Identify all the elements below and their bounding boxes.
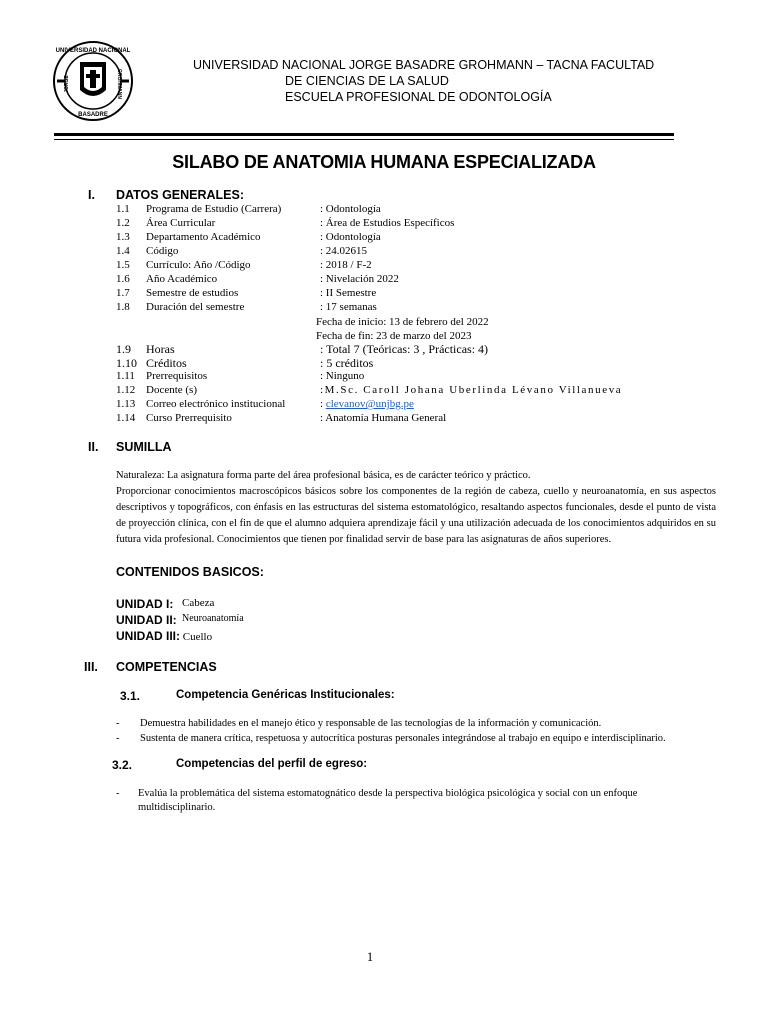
unit-label: UNIDAD II: <box>116 613 177 627</box>
unit-row <box>116 629 212 643</box>
subsection-3-1-title: Competencia Genéricas Institucionales: <box>176 689 395 701</box>
svg-text:BASADRE: BASADRE <box>78 112 108 118</box>
datos-row-number: 1.5 <box>116 259 130 271</box>
sumilla-text <box>116 468 716 548</box>
section-3-number: III. <box>84 660 98 674</box>
bullet-dash: - <box>116 788 120 799</box>
header-school-line: ESCUELA PROFESIONAL DE ODONTOLOGÍA <box>285 90 552 104</box>
datos-row-number: 1.9 <box>116 342 131 356</box>
header-divider-thin <box>54 139 674 140</box>
datos-row-number: 1.12 <box>116 384 136 396</box>
datos-row-label: Prerrequisitos <box>146 370 208 382</box>
datos-row-value: : 2018 / F-2 <box>320 259 372 271</box>
datos-row-number: 1.3 <box>116 231 130 243</box>
datos-row-value: : II Semestre <box>320 287 377 299</box>
datos-row-label: Créditos <box>146 356 187 370</box>
datos-row <box>116 398 716 412</box>
datos-row-number: 1.6 <box>116 273 130 285</box>
subsection-3-2-title: Competencias del perfil de egreso: <box>176 758 368 770</box>
datos-row-label: Curso Prerrequisito <box>146 412 232 424</box>
svg-text:UNIVERSIDAD NACIONAL: UNIVERSIDAD NACIONAL <box>55 48 131 54</box>
section-1-title: DATOS GENERALES: <box>116 188 245 202</box>
datos-row-number: 1.4 <box>116 245 130 257</box>
datos-row-value: : Ninguno <box>320 370 365 382</box>
datos-row <box>116 384 716 398</box>
contenidos-basicos-title: CONTENIDOS BASICOS: <box>116 565 264 579</box>
datos-row <box>116 259 716 273</box>
datos-row-label: Departamento Académico <box>146 231 261 243</box>
sumilla-paragraph-2: Proporcionar conocimientos macroscópicos básicos sobre los componentes de la región de cabeza, cuello y neuroanatomía, en sus aspectos descriptivos y topográficos, con énfasis en las estructuras del sistema estomatológico, resaltando aspectos funcionales, desde el punto de vista de proyección clínica, con el fin de que el alumno adquiera aprendizaje fácil y una utilización adecuada de los conocimientos adquiridos en su futura vida profesional. Conocimientos que tienen por finalidad servir de base para las asignaturas de años superiores. <box>116 486 716 545</box>
datos-row-label: Código <box>146 245 179 257</box>
datos-row <box>116 203 716 217</box>
datos-row-value: : 5 créditos <box>320 356 374 370</box>
datos-row-label: Horas <box>146 342 175 356</box>
datos-row-value: : Área de Estudios Específicos <box>320 217 455 229</box>
datos-row <box>116 245 716 259</box>
datos-row <box>116 301 716 315</box>
datos-row-label: Docente (s) <box>146 384 198 396</box>
university-seal-logo <box>52 40 134 122</box>
header-faculty-line: DE CIENCIAS DE LA SALUD <box>285 74 449 88</box>
unit-value: Cabeza <box>182 597 215 609</box>
datos-row-number: 1.13 <box>116 398 136 410</box>
datos-row-label: Semestre de estudios <box>146 287 239 299</box>
datos-row-label: Área Curricular <box>146 217 216 229</box>
datos-row <box>116 287 716 301</box>
header-university-line: UNIVERSIDAD NACIONAL JORGE BASADRE GROHMANN – TACNA FACULTAD <box>193 58 655 72</box>
datos-row-number: 1.2 <box>116 217 130 229</box>
datos-row-number: 1.8 <box>116 301 130 313</box>
datos-row <box>116 356 716 370</box>
datos-row <box>116 342 716 356</box>
document-title: SILABO DE ANATOMIA HUMANA ESPECIALIZADA <box>172 152 596 172</box>
datos-row-value: : Total 7 (Teóricas: 3 , Prácticas: 4) <box>320 342 489 356</box>
fecha-fin: Fecha de fin: 23 de marzo del 2023 <box>316 330 472 342</box>
header-divider-thick <box>54 133 674 136</box>
datos-row-value: : Anatomía Humana General <box>320 412 447 424</box>
bullet-dash: - <box>116 718 120 729</box>
sumilla-paragraph-1: Naturaleza: La asignatura forma parte del área profesional básica, es de carácter teórico y práctico. <box>116 470 531 481</box>
datos-row <box>116 231 716 245</box>
datos-row-label: Currículo: Año /Código <box>146 259 251 271</box>
bullet-dash: - <box>116 733 120 744</box>
svg-text:JORGE: JORGE <box>64 75 70 93</box>
email-link[interactable]: clevanov@unjbg.pe <box>325 398 414 410</box>
subsection-3-1-number: 3.1. <box>120 689 141 703</box>
subsection-3-2-number: 3.2. <box>112 758 133 772</box>
unit-value: Cuello <box>182 631 213 643</box>
datos-row-number: 1.7 <box>116 287 130 299</box>
unit-label: UNIDAD III: <box>116 629 180 643</box>
unit-value: Neuroanatomía <box>182 613 244 624</box>
page-number: 1 <box>366 949 374 964</box>
datos-row <box>116 273 716 287</box>
datos-row-value: : 17 semanas <box>320 301 377 313</box>
datos-row-value: : Odontología <box>320 231 381 243</box>
datos-row-value: : Odontología <box>320 203 381 215</box>
section-3-title: COMPETENCIAS <box>116 660 217 674</box>
unit-label: UNIDAD I: <box>116 597 174 611</box>
datos-row-label: Programa de Estudio (Carrera) <box>146 203 282 215</box>
datos-row <box>116 370 716 384</box>
bullet-text: Sustenta de manera crítica, respetuosa y autocrítica posturas personales integrándose al trabajo en equipo e interdisciplinario. <box>140 733 666 744</box>
section-2-title: SUMILLA <box>116 440 172 454</box>
datos-row-value <box>320 398 414 410</box>
bullet-text: Demuestra habilidades en el manejo ético y responsable de las tecnologías de la información y comunicación. <box>140 718 602 729</box>
datos-row-value-prefix: : <box>320 398 326 410</box>
datos-row-label: Año Académico <box>146 273 218 285</box>
datos-row <box>116 412 716 426</box>
datos-row-number: 1.1 <box>116 203 130 215</box>
fecha-inicio: Fecha de inicio: 13 de febrero del 2022 <box>316 316 489 328</box>
bullet-text: Evalúa la problemática del sistema estomatognático desde la perspectiva biológica psicológica y social con un enfoque multidisciplinario. <box>138 788 638 813</box>
datos-row-number: 1.10 <box>116 356 137 370</box>
section-1-number: I. <box>88 188 95 202</box>
datos-row-label: Correo electrónico institucional <box>146 398 286 410</box>
unit-row <box>116 613 244 627</box>
datos-row-number: 1.14 <box>116 412 136 424</box>
datos-row-label: Duración del semestre <box>146 301 245 313</box>
datos-row-value: :M.Sc. Caroll Johana Uberlinda Lévano Villanueva <box>320 384 623 396</box>
section-2-number: II. <box>88 440 99 454</box>
svg-text:GROHMANN: GROHMANN <box>116 69 122 99</box>
datos-row-number: 1.11 <box>116 370 135 382</box>
datos-row <box>116 217 716 231</box>
datos-row-value: : Nivelación 2022 <box>320 273 399 285</box>
unit-row <box>116 597 215 611</box>
datos-row-value: : 24.02615 <box>320 245 368 257</box>
